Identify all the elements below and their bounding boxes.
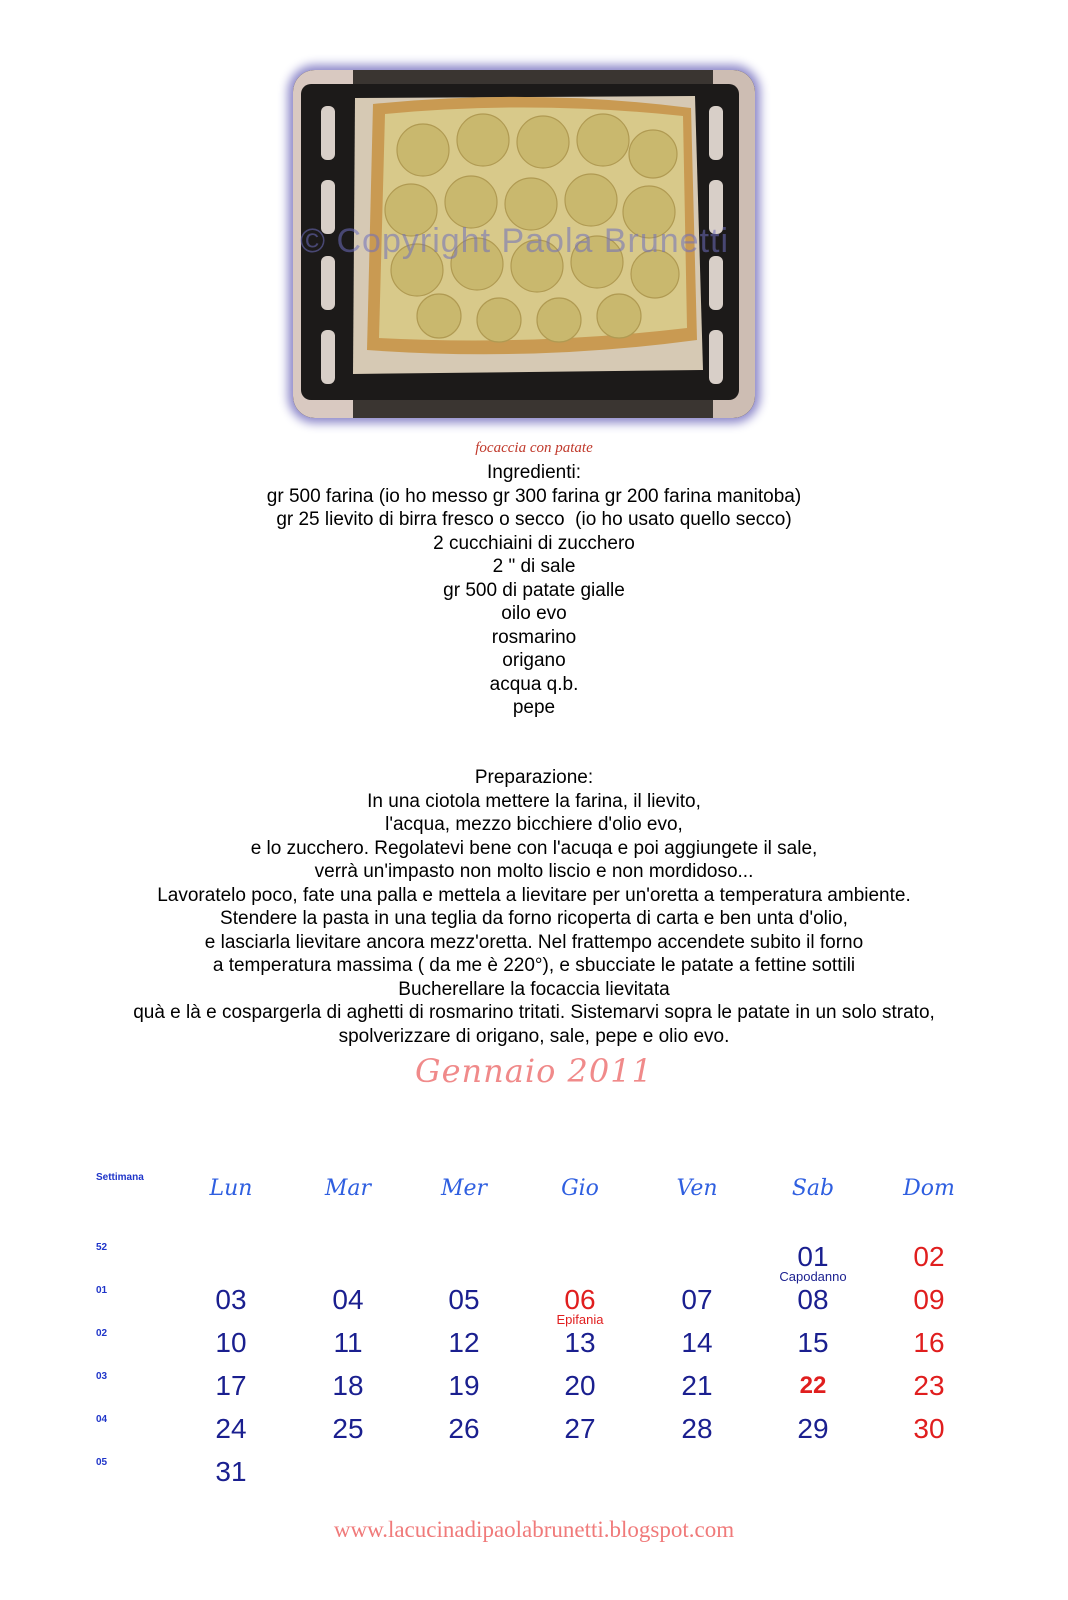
day-header-dom: Dom: [903, 1176, 955, 1201]
calendar-date: 17: [215, 1370, 247, 1401]
month-title: Gennaio 2011: [415, 1052, 653, 1090]
calendar-date: 27: [564, 1413, 596, 1444]
ingredients-heading: Ingredienti:: [486, 462, 581, 483]
holiday-label: Epifania: [556, 1312, 604, 1327]
day-header-mer: Mer: [440, 1176, 488, 1201]
calendar-date: 31: [215, 1456, 247, 1487]
ingredient-line: gr 500 farina (io ho messo gr 300 farina gr 200 farina manitoba): [266, 485, 802, 507]
calendar-date: 20: [564, 1370, 596, 1401]
recipe-title: focaccia con patate: [475, 440, 593, 456]
calendar-date: 19: [448, 1370, 480, 1401]
calendar-date: 01: [797, 1241, 829, 1272]
preparation-line: e lasciarla lievitare ancora mezz'oretta. Nel frattempo accendete subito il forno: [204, 931, 864, 953]
preparation-section: [0, 766, 1068, 1048]
preparation-line: e lo zucchero. Regolatevi bene con l'acuqa e poi aggiungete il sale,: [250, 837, 818, 859]
calendar-date: 18: [332, 1370, 364, 1401]
calendar-date: 11: [333, 1327, 363, 1358]
week-column-header: Settimana: [96, 1172, 144, 1183]
ingredient-line: acqua q.b.: [489, 673, 579, 695]
preparation-line: spolverizzare di origano, sale, pepe e olio evo.: [338, 1025, 730, 1047]
day-header-gio: Gio: [561, 1176, 599, 1201]
preparation-line: Stendere la pasta in una teglia da forno ricoperta di carta e ben unta d'olio,: [220, 908, 848, 929]
calendar-date: 14: [681, 1327, 713, 1358]
week-number: 04: [96, 1414, 108, 1425]
calendar-date: 03: [215, 1284, 247, 1315]
ingredient-line: 2 " di sale: [492, 556, 576, 577]
calendar-date: 10: [215, 1327, 247, 1358]
preparation-line: l'acqua, mezzo bicchiere d'olio evo,: [385, 814, 683, 835]
calendar-date: 25: [332, 1413, 364, 1444]
day-header-sab: Sab: [791, 1176, 835, 1201]
calendar-date: 12: [448, 1327, 480, 1358]
calendar-date: 04: [332, 1284, 364, 1315]
ingredient-line: 2 cucchiaini di zucchero: [433, 532, 635, 554]
copyright-watermark: © Copyright Paola Brunetti: [300, 222, 730, 260]
preparation-line: quà e là e cospargerla di aghetti di rosmarino tritati. Sistemarvi sopra le patate in un solo strato,: [133, 1002, 935, 1023]
day-header-ven: Ven: [676, 1176, 718, 1201]
calendar-date: 09: [913, 1284, 945, 1315]
calendar-date: 21: [681, 1370, 713, 1401]
day-header-mar: Mar: [324, 1176, 372, 1201]
preparation-line: verrà un'impasto non molto liscio e non mordidoso...: [314, 861, 754, 882]
ingredient-line: rosmarino: [491, 626, 577, 648]
calendar-date: 07: [681, 1284, 713, 1315]
calendar-date: 15: [797, 1327, 829, 1358]
calendar-date: 24: [215, 1413, 247, 1444]
preparation-line: In una ciotola mettere la farina, il lievito,: [367, 790, 701, 812]
week-number: 02: [96, 1328, 108, 1339]
preparation-line: a temperatura massima ( da me è 220°), e sbucciate le patate a fettine sottili: [212, 955, 856, 976]
calendar-date: 16: [913, 1327, 945, 1358]
calendar-date: 26: [448, 1413, 480, 1444]
calendar-date: 23: [913, 1370, 945, 1401]
week-number: 03: [96, 1371, 108, 1382]
calendar-date: 06: [564, 1284, 596, 1315]
blog-url[interactable]: www.lacucinadipaolabrunetti.blogspot.com: [333, 1517, 735, 1542]
calendar-date: 30: [913, 1413, 945, 1444]
preparation-line: Bucherellare la focaccia lievitata: [398, 978, 670, 1000]
ingredient-line: origano: [502, 650, 566, 671]
ingredient-line: oilo evo: [501, 603, 567, 624]
ingredient-line: pepe: [512, 697, 556, 718]
week-number: 52: [96, 1242, 108, 1253]
calendar-date: 05: [448, 1284, 480, 1315]
preparation-heading: Preparazione:: [474, 767, 594, 788]
week-number: 01: [96, 1285, 108, 1296]
ingredient-line: gr 500 di patate gialle: [443, 579, 625, 601]
calendar-date: 28: [681, 1413, 713, 1444]
calendar-date: 02: [913, 1241, 945, 1272]
week-number: 05: [96, 1457, 108, 1468]
day-header-lun: Lun: [209, 1176, 253, 1201]
preparation-line: Lavoratelo poco, fate una palla e mettela a lievitare per un'oretta a temperatura ambiente.: [157, 884, 911, 906]
calendar-date: 13: [564, 1327, 596, 1358]
calendar-date: 22: [799, 1372, 827, 1399]
ingredient-line: gr 25 lievito di birra fresco o secco (io ho usato quello secco): [276, 509, 792, 530]
ingredients-section: [0, 461, 1068, 720]
calendar-date: 29: [797, 1413, 829, 1444]
calendar-date: 08: [797, 1284, 829, 1315]
holiday-label: Capodanno: [779, 1269, 847, 1284]
